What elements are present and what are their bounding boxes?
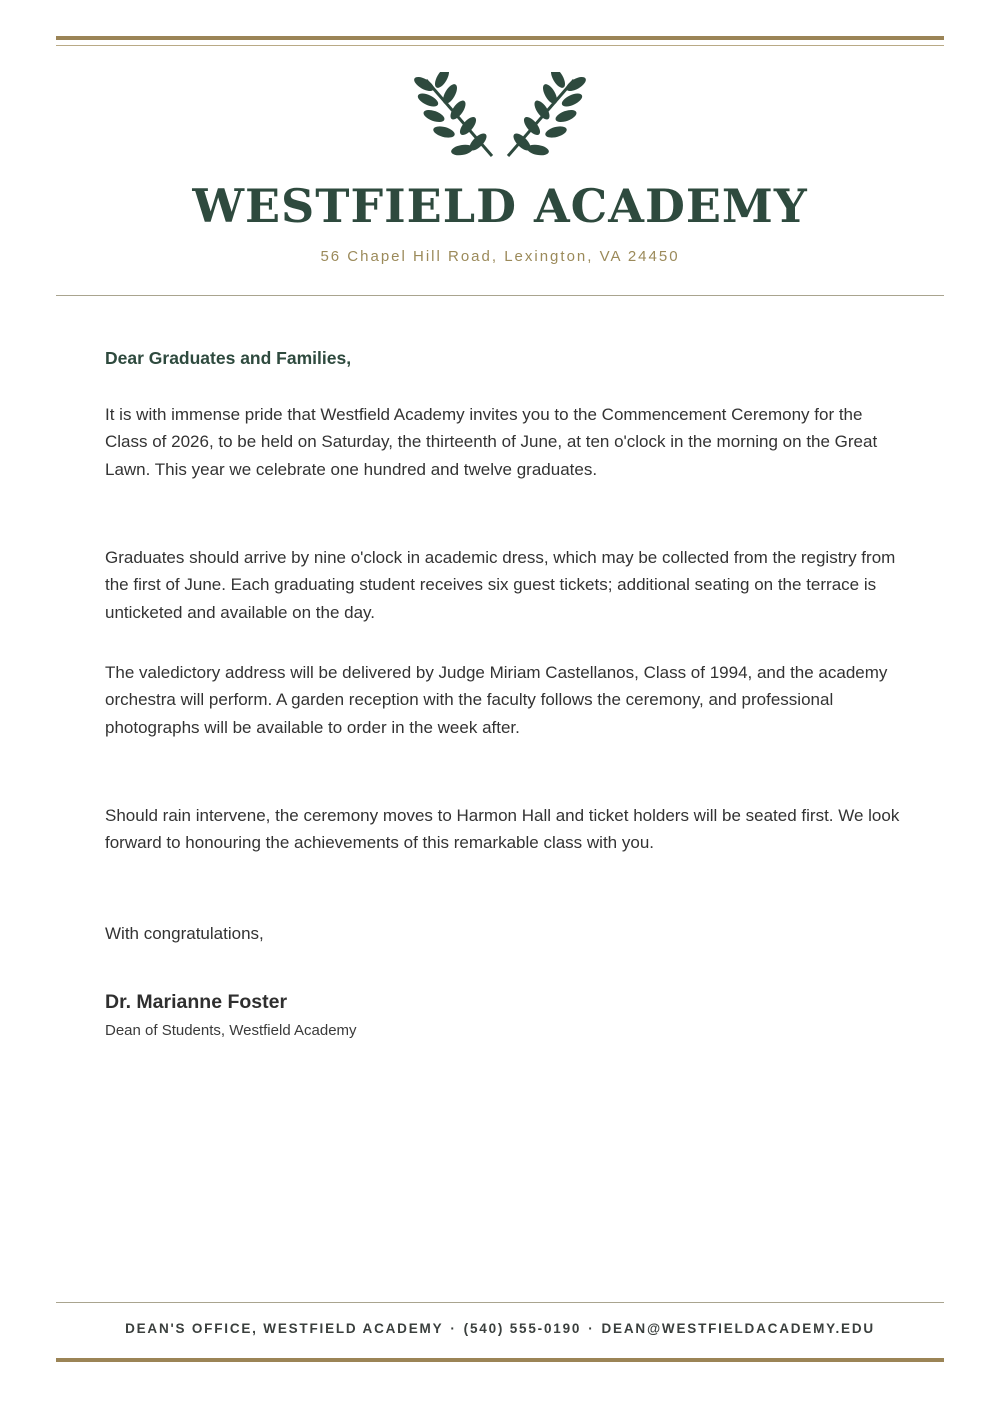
header-double-rule-thick [56, 36, 944, 40]
institution-name: WESTFIELD ACADEMY [192, 179, 808, 233]
footer-phone: (540) 555-0190 [463, 1321, 582, 1336]
header-divider [56, 295, 944, 296]
footer-separator: · [588, 1321, 595, 1336]
footer-office: DEAN'S OFFICE, WESTFIELD ACADEMY [125, 1321, 444, 1336]
institution-address: 56 Chapel Hill Road, Lexington, VA 24450 [320, 248, 680, 265]
footer-divider [56, 1302, 944, 1303]
laurel-branches-icon [412, 72, 588, 168]
header-double-rule-thin [56, 45, 944, 46]
footer-rule-thick [56, 1358, 944, 1362]
footer-contact [0, 1319, 1000, 1339]
body-paragraph: It is with immense pride that Westfield Academy invites you to the Commencement Ceremony for the Class of 2026, to be held on Saturday, the thirteenth of June, at ten o'clock in the morning on the Great Lawn. This year we celebrate one hundred and twelve graduates. [105, 405, 878, 479]
signer-name: Dr. Marianne Foster [105, 991, 288, 1013]
footer-email: DEAN@WESTFIELDACADEMY.EDU [601, 1321, 875, 1336]
body-paragraph: Should rain intervene, the ceremony moves to Harmon Hall and ticket holders will be seated first. We look forward to honouring the achievements of this remarkable class with you. [105, 806, 900, 853]
body-paragraph: Graduates should arrive by nine o'clock in academic dress, which may be collected from the registry from the first of June. Each graduating student receives six guest tickets; additional seating on the terrace is unticketed and available on the day. [105, 548, 896, 622]
footer-separator: · [450, 1321, 457, 1336]
signer-title: Dean of Students, Westfield Academy [105, 1022, 357, 1039]
body-paragraph: The valedictory address will be delivered by Judge Miriam Castellanos, Class of 1994, and the academy orchestra will perform. A garden reception with the faculty follows the ceremony, and professional photographs will be available to order in the week after. [105, 663, 888, 737]
salutation: Dear Graduates and Families, [105, 348, 352, 368]
closing: With congratulations, [105, 924, 264, 943]
